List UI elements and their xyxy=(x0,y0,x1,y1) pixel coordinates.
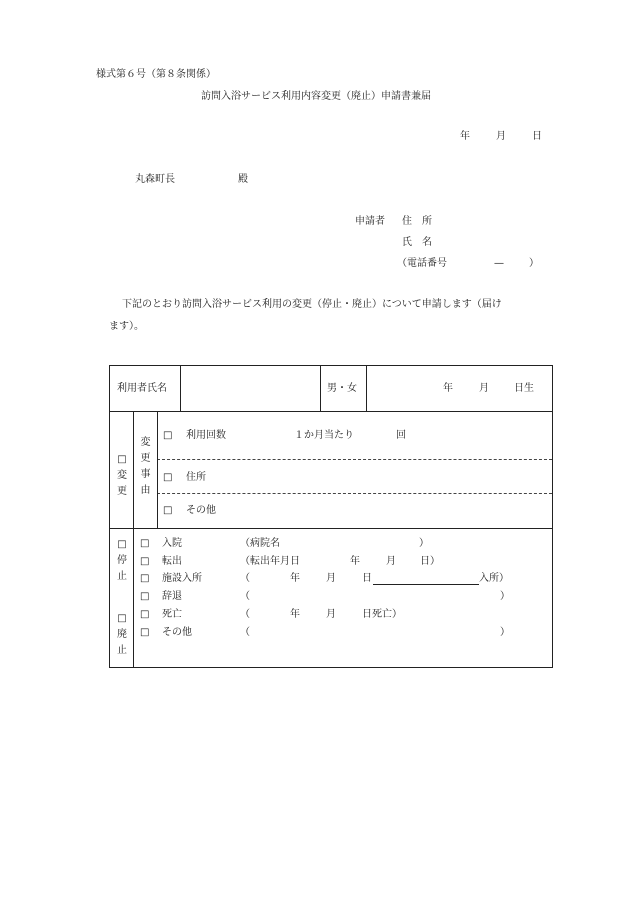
birth-year-label: 年 xyxy=(443,383,453,394)
applicant-phone-close: ） xyxy=(529,258,539,269)
birth-day-label: 日生 xyxy=(514,383,534,394)
change-label-char: 変 xyxy=(117,470,127,481)
stop-other-close: ） xyxy=(500,627,510,638)
facility-year: 年 xyxy=(290,573,300,584)
stop-other-checkbox[interactable]: □ xyxy=(140,627,150,638)
stop-other-open: （ xyxy=(240,627,250,638)
change-section-label xyxy=(111,452,133,500)
decline-checkbox[interactable]: □ xyxy=(140,591,150,602)
reason-char: 事 xyxy=(140,469,151,480)
reason-char: 変 xyxy=(140,437,151,448)
abolish-section-label xyxy=(111,611,133,659)
user-name-field[interactable] xyxy=(181,367,319,410)
form-number: 様式第６号（第８条関係） xyxy=(96,69,216,80)
date-year-label: 年 xyxy=(460,131,470,142)
dashed-divider xyxy=(157,459,552,460)
hospital-name-close: ） xyxy=(419,538,429,549)
row-divider xyxy=(110,528,552,529)
move-out-year: 年 xyxy=(350,556,360,567)
date-day-label: 日 xyxy=(532,131,542,142)
row-divider xyxy=(110,411,552,412)
column-divider xyxy=(366,366,367,411)
hospital-name-label: （病院名 xyxy=(240,538,280,549)
abolish-checkbox[interactable]: □ xyxy=(117,613,127,624)
addressee-name: 丸森町長 xyxy=(135,174,175,185)
facility-label: 施設入所 xyxy=(162,573,202,584)
facility-month: 月 xyxy=(326,573,336,584)
change-reason-label xyxy=(134,435,157,499)
death-year: 年 xyxy=(290,609,300,620)
change-usage-unit: 回 xyxy=(396,430,406,441)
reason-char: 更 xyxy=(140,453,151,464)
facility-name-field[interactable] xyxy=(373,573,479,589)
change-address-checkbox[interactable]: □ xyxy=(163,472,173,483)
hospitalization-checkbox[interactable]: □ xyxy=(140,538,150,549)
abolish-label-char: 止 xyxy=(117,645,127,656)
death-day: 日死亡） xyxy=(362,609,402,620)
applicant-address-label: 住 所 xyxy=(402,216,432,227)
abolish-label-char: 廃 xyxy=(117,629,127,640)
body-text-line2: ます）。 xyxy=(109,321,144,332)
birth-month-label: 月 xyxy=(479,383,489,394)
hospitalization-label: 入院 xyxy=(162,538,182,549)
death-label: 死亡 xyxy=(162,609,182,620)
death-open: （ xyxy=(240,609,250,620)
applicant-phone-dash: — xyxy=(494,258,504,269)
death-checkbox[interactable]: □ xyxy=(140,609,150,620)
date-month-label: 月 xyxy=(496,131,506,142)
change-usage-label: 利用回数 xyxy=(186,430,226,441)
reason-char: 由 xyxy=(140,485,151,496)
stop-section-label xyxy=(111,537,133,585)
gender-options[interactable]: 男・女 xyxy=(327,383,357,394)
stop-label-char: 止 xyxy=(117,571,127,582)
addressee-honorific: 殿 xyxy=(238,174,248,185)
change-other-checkbox[interactable]: □ xyxy=(163,505,173,516)
move-out-month: 月 xyxy=(386,556,396,567)
column-divider xyxy=(320,366,321,411)
decline-label: 辞退 xyxy=(162,591,182,602)
decline-close: ） xyxy=(500,591,510,602)
facility-suffix: 入所） xyxy=(479,573,509,584)
change-usage-per-month: １か月当たり xyxy=(294,430,354,441)
application-table xyxy=(109,365,553,668)
move-out-checkbox[interactable]: □ xyxy=(140,556,150,567)
facility-day: 日 xyxy=(362,573,372,584)
change-address-label: 住所 xyxy=(186,472,206,483)
change-usage-checkbox[interactable]: □ xyxy=(163,430,173,441)
decline-open: （ xyxy=(240,591,250,602)
stop-label-char: 停 xyxy=(117,555,127,566)
applicant-label: 申請者 xyxy=(355,216,385,227)
change-other-label: その他 xyxy=(186,505,216,516)
applicant-phone-label: （電話番号 xyxy=(397,258,447,269)
facility-checkbox[interactable]: □ xyxy=(140,573,150,584)
change-label-char: 更 xyxy=(117,486,127,497)
dashed-divider xyxy=(157,493,552,494)
user-name-label: 利用者氏名 xyxy=(117,383,167,394)
body-text-line1: 下記のとおり訪問入浴サービス利用の変更（停止・廃止）について申請します（届け xyxy=(122,299,502,310)
column-divider xyxy=(157,411,158,528)
stop-other-label: その他 xyxy=(162,627,192,638)
facility-open: （ xyxy=(240,573,250,584)
stop-checkbox[interactable]: □ xyxy=(117,539,127,550)
move-out-date-label: （転出年月日 xyxy=(240,556,300,567)
change-checkbox[interactable]: □ xyxy=(117,454,127,465)
move-out-label: 転出 xyxy=(162,556,182,567)
move-out-day: 日） xyxy=(420,556,440,567)
death-month: 月 xyxy=(326,609,336,620)
applicant-name-label: 氏 名 xyxy=(402,237,432,248)
form-title: 訪問入浴サービス利用内容変更（廃止）申請書兼届 xyxy=(201,91,431,102)
